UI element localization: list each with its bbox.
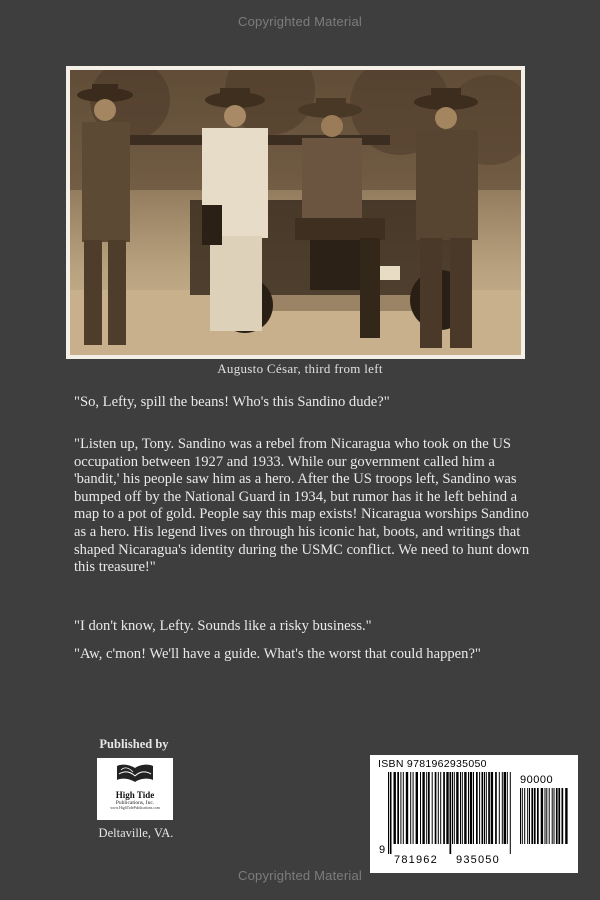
barcode-bar (549, 788, 550, 844)
addon-bars (520, 788, 570, 854)
paragraph-dialogue-1: "So, Lefty, spill the beans! Who's this Sandino dude?" (74, 394, 390, 410)
publisher-logo-subtitle: Publications, Inc. (115, 800, 155, 806)
barcode-bar (507, 772, 508, 844)
isbn-barcode (370, 755, 578, 873)
barcode-bar (432, 772, 433, 844)
paragraph-dialogue-4: "Aw, c'mon! We'll have a guide. What's the worst that could happen?" (74, 646, 481, 662)
barcode-bar (541, 788, 543, 844)
barcode-bar (420, 772, 421, 844)
barcode-bar (413, 772, 414, 844)
barcode-bar (400, 772, 401, 844)
barcode-bar (556, 788, 558, 844)
barcode-bar (529, 788, 530, 844)
barcode-bar (476, 772, 478, 844)
barcode-left-digits: 781962 (394, 854, 438, 866)
barcode-bar (554, 788, 555, 844)
price-addon-code: 90000 (520, 774, 554, 786)
barcode-bar (460, 772, 461, 844)
barcode-bar (410, 772, 411, 844)
barcode-bar (524, 788, 525, 844)
barcode-bar (484, 772, 485, 844)
barcode-bar (504, 772, 506, 844)
barcode-bar (397, 772, 399, 844)
copyright-watermark-bottom: Copyrighted Material (238, 868, 362, 883)
barcode-bar (426, 772, 427, 844)
barcode-bar (531, 788, 533, 844)
barcode-bar (537, 788, 539, 844)
barcode-bar (491, 772, 493, 844)
publisher-logo (97, 758, 173, 820)
copyright-watermark-top: Copyrighted Material (238, 14, 362, 29)
barcode-bar (454, 772, 455, 844)
barcode-bar (435, 772, 437, 844)
barcode-bar (416, 772, 418, 844)
barcode-bar (488, 772, 490, 844)
barcode-bar (482, 772, 484, 844)
photo-frame (66, 66, 525, 359)
barcode-bar (486, 772, 487, 844)
barcode-bar (388, 772, 389, 854)
paragraph-dialogue-3: "I don't know, Lefty. Sounds like a risky business." (74, 618, 372, 634)
barcode-bar (470, 772, 472, 844)
barcode-bar (527, 788, 528, 844)
barcode-bar (403, 772, 404, 844)
barcode-bar (394, 772, 396, 844)
published-by-label: Published by (99, 737, 169, 751)
book-icon (115, 760, 155, 784)
barcode-bar (565, 788, 567, 844)
barcode-bar (479, 772, 480, 844)
photo-caption: Augusto César, third from left (217, 361, 383, 376)
barcode-bar (390, 772, 392, 854)
barcode-bar (450, 772, 452, 854)
barcode-bar (546, 788, 547, 844)
barcode-bar (462, 772, 463, 844)
sepia-photo-illustration (70, 70, 521, 355)
barcode-right-digits: 935050 (456, 854, 500, 866)
barcode-bar (499, 772, 500, 844)
barcode-bar (406, 772, 408, 844)
barcode-bar (428, 772, 430, 844)
barcode-bar (452, 772, 453, 844)
barcode-bar (473, 772, 474, 844)
publisher-logo-name: High Tide (115, 790, 155, 800)
barcode-bar (443, 772, 445, 844)
historical-photo (70, 70, 521, 355)
barcode-bar (522, 788, 523, 844)
barcode-bar (422, 772, 424, 844)
isbn-label: ISBN 9781962935050 (378, 758, 487, 770)
barcode-bar (468, 772, 469, 844)
ean13-bars (388, 772, 512, 854)
barcode-bar (446, 772, 448, 844)
barcode-bar (495, 772, 497, 844)
barcode-bar (558, 788, 560, 844)
barcode-bar (464, 772, 466, 844)
publisher-logo-url: www.HighTidePublications.com (110, 806, 160, 810)
barcode-bar (520, 788, 521, 844)
paragraph-dialogue-2: "Listen up, Tony. Sandino was a rebel from Nicaragua who took on the US occupation between 1927 and 1933. While our government called him a 'bandit,' his people saw him as a hero. After the US troops left, Sandino was bumped off by the National Guard in 1934, but rumor has it he left behind a map to a pot of gold. People say this map exists! Nicaragua worships Sandino as a hero. His legend lives on through his iconic hat, boots, and writings that shaped Nicaragua's identity during the USMC conflict. We need to hunt down this treasure!" (74, 436, 530, 576)
barcode-bar (552, 788, 553, 844)
publisher-location: Deltaville, VA. (98, 826, 174, 840)
barcode-bar (510, 772, 511, 854)
barcode-bar (438, 772, 439, 844)
barcode-bar (545, 788, 546, 844)
barcode-bar (502, 772, 503, 844)
barcode-bar (440, 772, 441, 844)
barcode-bar (534, 788, 536, 844)
barcode-bar (456, 772, 458, 844)
barcode-bar (562, 788, 564, 844)
barcode-guard-digit: 9 (379, 844, 386, 856)
